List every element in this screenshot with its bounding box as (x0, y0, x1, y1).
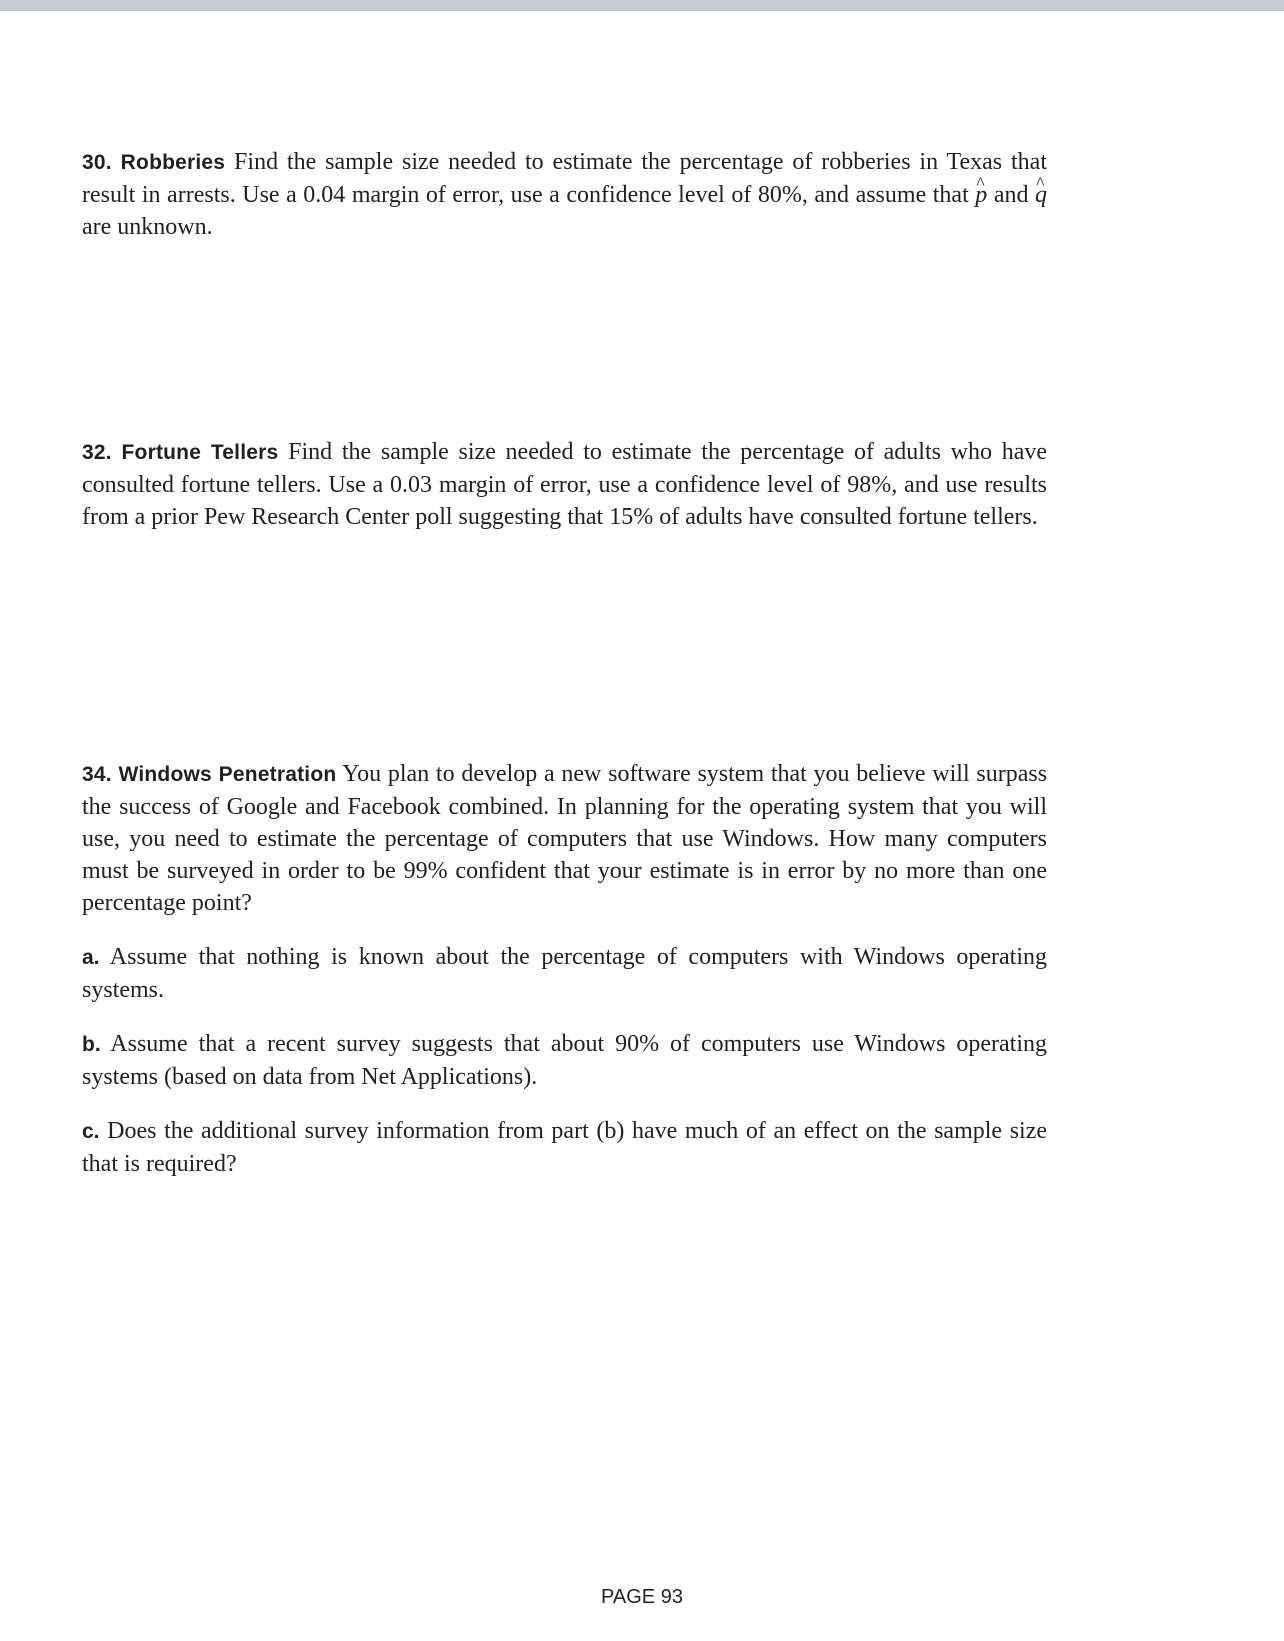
problem-32 (82, 436, 1047, 533)
problem-34-part-c (82, 1115, 1047, 1180)
page-number: PAGE 93 (601, 1586, 683, 1608)
problem-30-body (82, 146, 1047, 243)
problem-30-text-after: are unknown. (82, 214, 213, 240)
problem-34-number: 34. (82, 763, 112, 786)
part-b-text: Assume that a recent survey suggests that about 90% of computers use Windows operating systems (based on data from Net Applications). (82, 1031, 1047, 1090)
part-a-text: Assume that nothing is known about the percentage of computers with Windows operating systems. (82, 944, 1047, 1003)
problem-34 (82, 758, 1047, 1180)
top-toolbar-strip (0, 0, 1284, 11)
p-hat-symbol: ^ p (975, 179, 987, 211)
problem-34-body (82, 758, 1047, 919)
problem-32-number: 32. (82, 441, 112, 464)
problem-32-title: Fortune Tellers (121, 441, 279, 464)
problem-30-title: Robberies (120, 151, 226, 174)
part-c-letter: c. (82, 1120, 100, 1143)
problem-34-part-b (82, 1028, 1047, 1093)
problem-30-text-before: Find the sample size needed to estimate the percentage of robberies in Texas that result in arrests. Use a 0.04 margin of error, use a confidence level of 80%, and assume that (82, 149, 1048, 208)
problem-32-body (82, 436, 1047, 533)
problem-30-text-middle: and (993, 182, 1029, 208)
part-a-letter: a. (82, 946, 100, 969)
problem-30-number: 30. (82, 151, 112, 174)
problem-32-text: Find the sample size needed to estimate the percentage of adults who have consulted fortune tellers. Use a 0.03 margin of error, use a confidence level of 98%, and use results from a prior Pew Research Center poll suggesting that 15% of adults have consulted fortune tellers. (82, 439, 1048, 530)
problem-30 (82, 146, 1047, 243)
part-b-letter: b. (82, 1033, 101, 1056)
part-c-text: Does the additional survey information from part (b) have much of an effect on the sample size that is required? (82, 1118, 1048, 1177)
problem-34-title: Windows Penetration (118, 763, 337, 786)
problem-34-text: You plan to develop a new software system that you believe will surpass the success of Google and Facebook combined. In planning for the operating system that you will use, you need to estimate the percentage of computers that use Windows. How many computers must be surveyed in order to be 99% confident that your estimate is in error by no more than one percentage point? (82, 761, 1048, 916)
q-hat-symbol: ^ q (1035, 179, 1047, 211)
problem-34-part-a (82, 941, 1047, 1006)
